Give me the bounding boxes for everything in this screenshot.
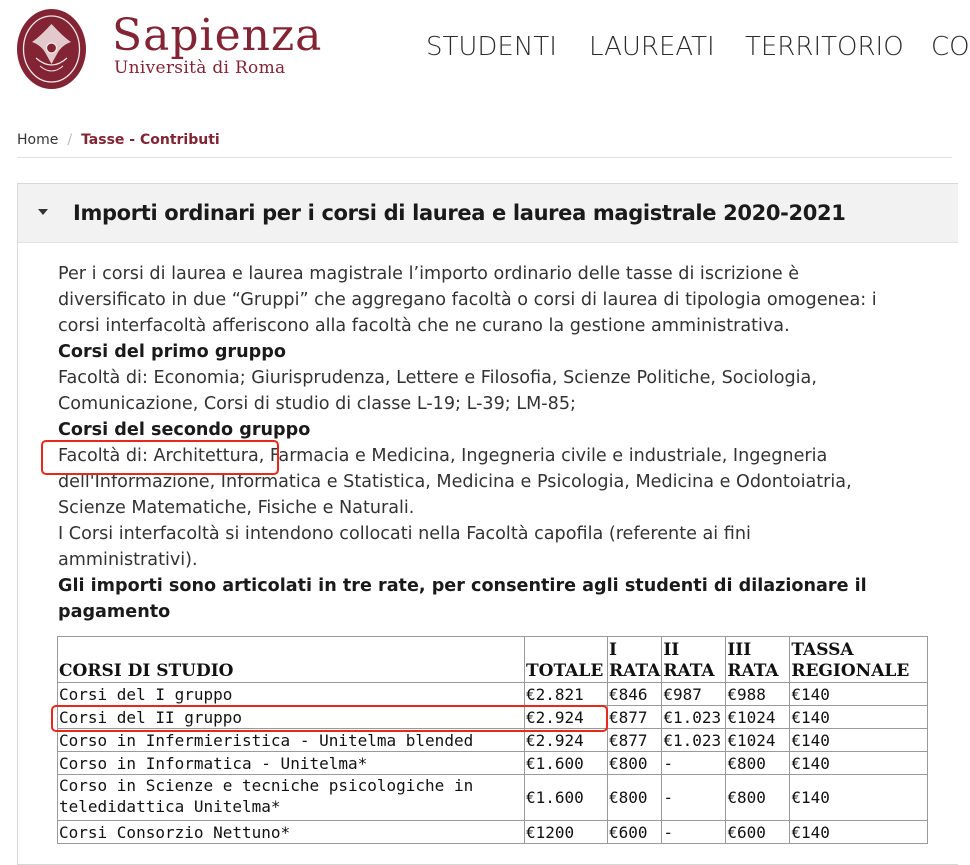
table-header-row — [58, 637, 928, 683]
cell-regional-tax: €140 — [790, 683, 928, 706]
table-row — [58, 683, 928, 706]
interfaculty-line: I Corsi interfacoltà si intendono collocati nella Facoltà capofila (referente ai fini — [58, 524, 751, 544]
cell-total: €2.924 — [525, 729, 608, 752]
cell-total: €1.600 — [525, 752, 608, 775]
intro-line: diversificato in due “Gruppi” che aggregano facoltà o corsi di laurea di tipologia omogenea: i — [58, 290, 877, 310]
col-header-course: CORSI DI STUDIO — [58, 637, 525, 683]
cell-rate3: €800 — [726, 775, 790, 821]
brand-subtitle: Università di Roma — [114, 58, 286, 78]
rate-heading: Gli importi sono articolati in tre rate, per consentire agli studenti di dilazionare il — [58, 576, 867, 596]
cell-rate2: - — [662, 821, 726, 844]
table-row — [58, 821, 928, 844]
breadcrumb-home[interactable]: Home — [17, 132, 59, 148]
cell-rate1: €846 — [608, 683, 662, 706]
cell-total: €2.924 — [525, 706, 608, 729]
col-header-total: TOTALE — [525, 637, 608, 683]
cell-rate2: €1.023 — [662, 706, 726, 729]
group2-line: Scienze Matematiche, Fisiche e Naturali. — [58, 498, 415, 518]
rate-heading: pagamento — [58, 602, 171, 622]
cell-total: €2.821 — [525, 683, 608, 706]
cell-course: Corsi del I gruppo — [58, 683, 525, 706]
cell-rate2: - — [662, 775, 726, 821]
intro-line: Per i corsi di laurea e laurea magistrale l’importo ordinario delle tasse di iscrizione è — [58, 264, 800, 284]
col-header-rate2: II RATA — [662, 637, 726, 683]
cell-rate1: €877 — [608, 729, 662, 752]
group2-line: Facoltà di: Architettura, Farmacia e Medicina, Ingegneria civile e industriale, Ingegneria — [58, 446, 828, 466]
cell-rate2: - — [662, 752, 726, 775]
cell-total: €1200 — [525, 821, 608, 844]
group2-line: dell'Informazione, Informatica e Statistica, Medicina e Psicologia, Medicina e Odontoiatria, — [58, 472, 852, 492]
highlight-group2-row — [51, 705, 608, 732]
breadcrumb — [17, 130, 220, 150]
cell-regional-tax: €140 — [790, 729, 928, 752]
nav-item-laureati[interactable]: LAUREATI — [589, 32, 715, 62]
cell-total: €1.600 — [525, 775, 608, 821]
cell-rate3: €1024 — [726, 706, 790, 729]
group1-heading: Corsi del primo gruppo — [58, 342, 286, 362]
col-header-rate1: I RATA — [608, 637, 662, 683]
cell-rate1: €877 — [608, 706, 662, 729]
brand-name[interactable]: Sapienza — [112, 10, 323, 61]
group1-line: Comunicazione, Corsi di studio di classe L-19; L-39; LM-85; — [58, 394, 576, 414]
cell-rate3: €600 — [726, 821, 790, 844]
highlight-architettura — [41, 440, 279, 475]
site-header — [0, 0, 970, 100]
cell-rate1: €800 — [608, 775, 662, 821]
nav-item-studenti[interactable]: STUDENTI — [426, 32, 557, 62]
cell-course: Corsi del II gruppo — [58, 706, 525, 729]
interfaculty-line: amministrativi). — [58, 550, 198, 570]
main-nav — [0, 32, 970, 72]
cell-regional-tax: €140 — [790, 752, 928, 775]
intro-line: corsi interfacoltà afferiscono alla facoltà che ne curano la gestione amministrativa. — [58, 316, 790, 336]
col-header-rate3: III RATA — [726, 637, 790, 683]
caret-down-icon — [38, 209, 48, 215]
group2-heading: Corsi del secondo gruppo — [58, 420, 311, 440]
cell-course: Corsi Consorzio Nettuno* — [58, 821, 525, 844]
nav-item-co[interactable]: CO — [931, 32, 970, 62]
cell-rate3: €988 — [726, 683, 790, 706]
cell-rate2: €1.023 — [662, 729, 726, 752]
cell-rate1: €600 — [608, 821, 662, 844]
cell-regional-tax: €140 — [790, 821, 928, 844]
cell-regional-tax: €140 — [790, 775, 928, 821]
table-row — [58, 752, 928, 775]
cell-course: Corso in Infermieristica - Unitelma blended — [58, 729, 525, 752]
cell-course: Corso in Scienze e tecniche psicologiche in teledidattica Unitelma* — [58, 775, 525, 821]
table-row — [58, 775, 928, 821]
nav-item-territorio[interactable]: TERRITORIO — [745, 32, 904, 62]
breadcrumb-divider — [17, 157, 952, 158]
col-header-regional-tax: TASSA REGIONALE — [790, 637, 928, 683]
cell-rate3: €1024 — [726, 729, 790, 752]
cell-regional-tax: €140 — [790, 706, 928, 729]
group1-line: Facoltà di: Economia; Giurisprudenza, Lettere e Filosofia, Scienze Politiche, Sociologia, — [58, 368, 817, 388]
breadcrumb-separator: / — [67, 132, 73, 148]
accordion-header[interactable] — [18, 184, 958, 243]
cell-course: Corso in Informatica - Unitelma* — [58, 752, 525, 775]
cell-rate3: €800 — [726, 752, 790, 775]
cell-rate1: €800 — [608, 752, 662, 775]
accordion-title: Importi ordinari per i corsi di laurea e laurea magistrale 2020-2021 — [73, 201, 846, 225]
breadcrumb-current: Tasse - Contributi — [81, 132, 220, 148]
fees-table — [57, 636, 928, 844]
cell-rate2: €987 — [662, 683, 726, 706]
